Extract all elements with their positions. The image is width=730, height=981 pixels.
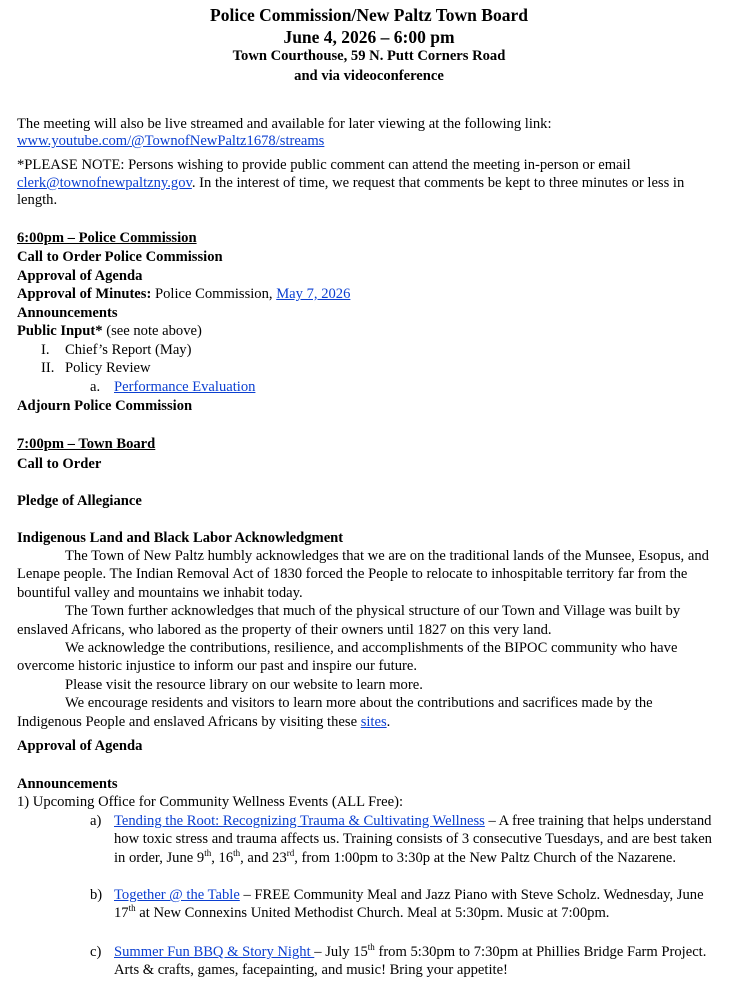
police-approval-agenda: Approval of Agenda: [17, 268, 143, 284]
meeting-title: Police Commission/New Paltz Town Board: [210, 5, 528, 25]
police-approval-minutes: Approval of Minutes: Police Commission, May 7, 2026: [17, 286, 351, 302]
event-a: Tending the Root: Recognizing Trauma & Cultivating Wellness – A free training that helps understand how toxic stress and trauma affects us. Training consists of 3 consecutive Tuesdays, and are best taken in order, June 9th, 16th, and 23rd, from 1:00pm to 3:30p at the New Paltz Church of the Nazarene.: [114, 813, 712, 866]
board-announcements: Announcements: [17, 776, 118, 792]
ack-paragraph-3: We acknowledge the contributions, resilience, and accomplishments of the BIPOC community who have overcome historic injustice to inform our past and inspire our future.: [17, 640, 678, 675]
roman-num-1: I.: [41, 342, 50, 358]
note-line2: clerk@townofnewpaltzny.gov. In the interest of time, we request that comments be kept to three minutes or less in: [17, 175, 685, 191]
minutes-link[interactable]: May 7, 2026: [276, 286, 351, 302]
policy-review-item: Policy Review: [65, 360, 151, 376]
police-heading: 6:00pm – Police Commission: [17, 230, 197, 246]
event-c-label: c): [90, 944, 102, 960]
ack-paragraph-1: The Town of New Paltz humbly acknowledges that we are on the traditional lands of the Munsee, Esopus, and Lenape people. The Indian Removal Act of 1830 forced the People to relocate to inhospitable territory far from the bountiful valley and mountains we inhabit today.: [17, 548, 709, 601]
meeting-location: Town Courthouse, 59 N. Putt Corners Road: [232, 48, 506, 64]
board-call-to-order: Call to Order: [17, 456, 102, 472]
ack-paragraph-2: The Town further acknowledges that much of the physical structure of our Town and Village was built by enslaved Africans, who labored as the property of their owners until 1827 on this very land.: [17, 603, 681, 638]
announcement-item-1: 1) Upcoming Office for Community Wellness Events (ALL Free):: [17, 794, 404, 810]
police-announcements: Announcements: [17, 305, 118, 321]
event-b-label: b): [90, 887, 103, 903]
event-c-link[interactable]: Summer Fun BBQ & Story Night: [114, 944, 315, 960]
event-a-link[interactable]: Tending the Root: Recognizing Trauma & Cultivating Wellness: [114, 813, 485, 829]
stream-text: The meeting will also be live streamed and available for later viewing at the following link:: [17, 116, 552, 132]
meeting-via: and via videoconference: [294, 68, 444, 84]
chiefs-report-item: Chief’s Report (May): [65, 342, 192, 358]
event-b-link[interactable]: Together @ the Table: [114, 887, 240, 903]
event-a-label: a): [90, 813, 102, 829]
board-heading: 7:00pm – Town Board: [17, 436, 156, 452]
board-approval-agenda: Approval of Agenda: [17, 738, 143, 754]
event-c: Summer Fun BBQ & Story Night – July 15th from 5:30pm to 7:30pm at Phillies Bridge Farm Project. Arts & crafts, games, facepainting, and music! Bring your appetite!: [114, 942, 707, 979]
sites-link[interactable]: sites: [360, 713, 387, 730]
acknowledgment-heading: Indigenous Land and Black Labor Acknowledgment: [17, 530, 344, 546]
meeting-datetime: June 4, 2026 – 6:00 pm: [283, 27, 455, 47]
stream-link[interactable]: www.youtube.com/@TownofNewPaltz1678/streams: [17, 133, 325, 149]
note-text: *PLEASE NOTE: Persons wishing to provide public comment can attend the meeting in-person or email: [17, 157, 631, 173]
ack-paragraph-4: Please visit the resource library on our website to learn more.: [65, 676, 423, 693]
pledge-of-allegiance: Pledge of Allegiance: [17, 493, 142, 509]
police-public-input: Public Input* (see note above): [17, 323, 202, 339]
police-call-to-order: Call to Order Police Commission: [17, 249, 223, 265]
acknowledgment-body: [17, 547, 721, 731]
police-adjourn: Adjourn Police Commission: [17, 398, 193, 414]
ack-paragraph-5: We encourage residents and visitors to learn more about the contributions and sacrifices made by the Indigenous People and enslaved Africans by visiting these sites.: [17, 695, 653, 730]
performance-evaluation-link[interactable]: Performance Evaluation: [114, 379, 256, 395]
note-line3: length.: [17, 192, 58, 208]
sub-item-label: a.: [90, 379, 101, 395]
email-link[interactable]: clerk@townofnewpaltzny.gov: [17, 175, 192, 191]
roman-num-2: II.: [41, 360, 55, 376]
event-b: Together @ the Table – FREE Community Meal and Jazz Piano with Steve Scholz. Wednesday, June 17th at New Connexins United Methodist Church. Meal at 5:30pm. Music at 7:00pm.: [114, 887, 704, 922]
